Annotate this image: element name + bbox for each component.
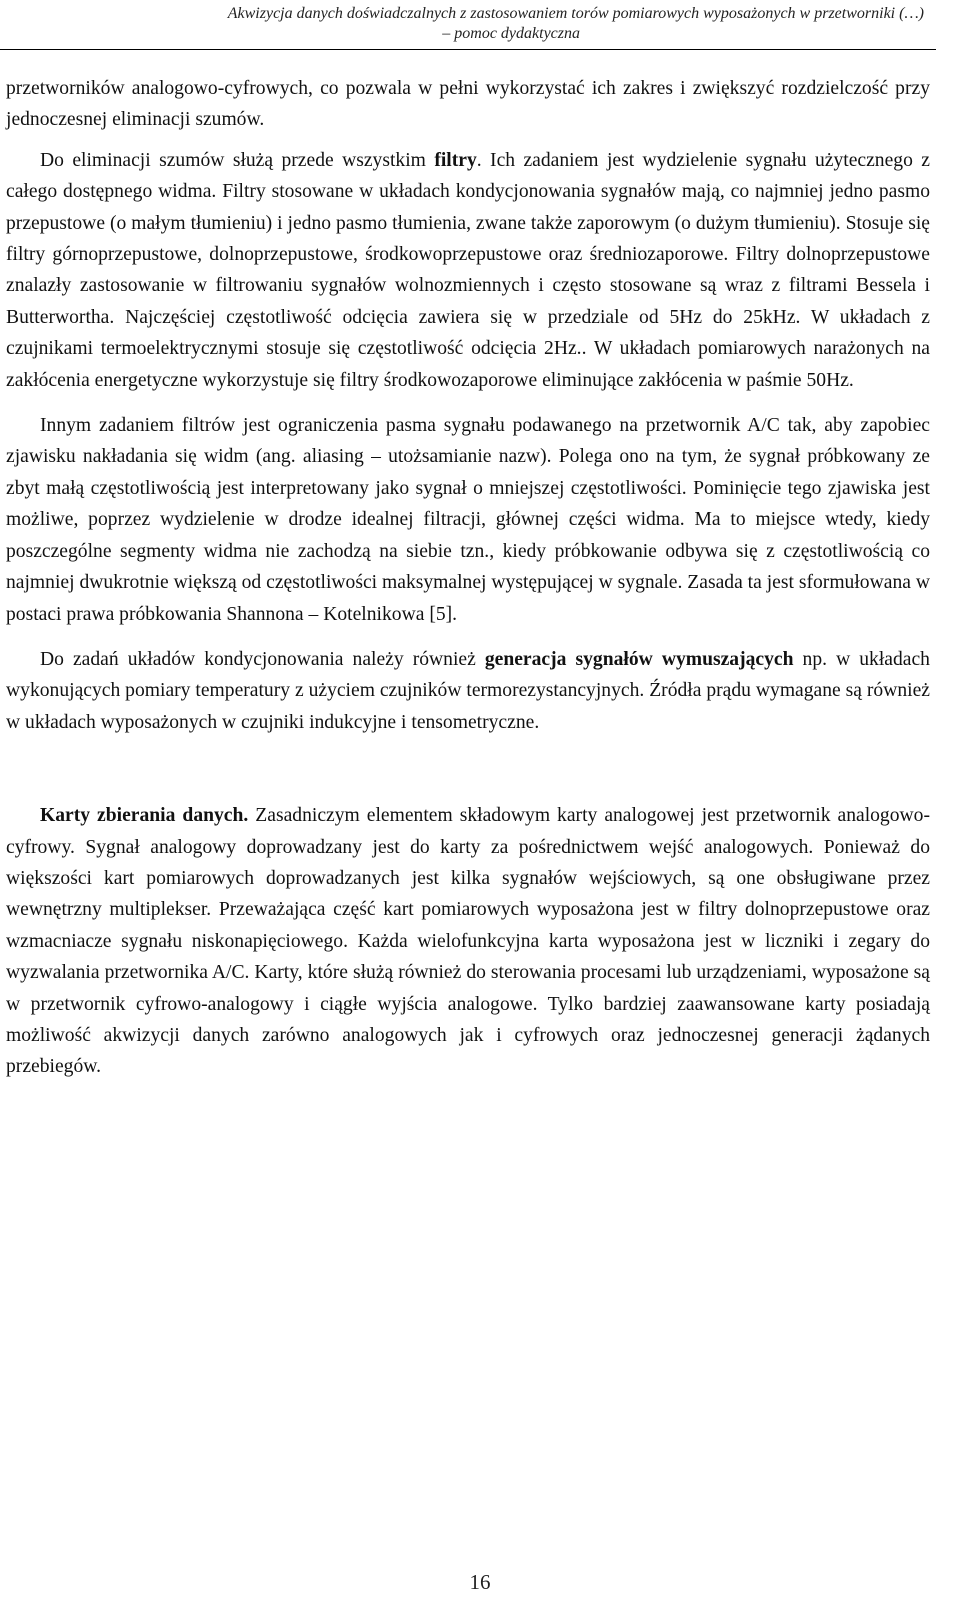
paragraph-text: Innym zadaniem filtrów jest ograniczenia pasma sygnału podawanego na przetwornik A/C tak, aby zapobiec zjawisku nakładania się widm (ang. aliasing – utożsamianie nazw). Polega ono na tym, że sygnał próbkowany ze zbyt małą częstotliwością jest interpretowany jako sygnał o mniejszej częstotliwości. Pominięcie tego zjawiska jest możliwe, poprzez wydzielenie w drodze idealnej filtracji, głównej części widma. Ma to miejsce wtedy, kiedy poszczególne segmenty widma nie zachodzą na siebie tzn., kiedy próbkowanie odbywa się z częstotliwością co najmniej dwukrotnie większą od częstotliwości maksymalnej występującej w sygnale. Zasada ta jest sformułowana w postaci prawa próbkowania Shannona – Kotelnikowa [5]. — [6, 415, 930, 625]
page-number: 16 — [469, 1570, 491, 1594]
bold-term-signal-generation: generacja sygnałów wymuszających — [484, 648, 794, 670]
paragraph-text: np. w układach wykonujących pomiary temperatury z użyciem czujników termorezystancyjnych. Źródła prądu wymagane są również w układach wyposażonych w czujniki indukcyjne i tensometryczne. — [6, 648, 930, 733]
paragraph-text: Do zadań układów kondycjonowania należy również — [40, 648, 485, 670]
running-header — [0, 0, 960, 44]
section-heading-data-cards: Karty zbierania danych. — [40, 805, 249, 827]
document-body — [6, 73, 930, 1083]
header-divider — [0, 49, 936, 50]
paragraph-filters — [6, 145, 930, 396]
paragraph-text: Zasadniczym elementem składowym karty analogowej jest przetwornik analogowo-cyfrowy. Sygnał analogowy doprowadzany jest do karty za pośrednictwem wejść analogowych. Ponieważ do większości kart pomiarowych doprowadzanych jest kilka sygnałów wejściowych, są one obsługiwane przez wewnętrzny multiplekser. Przeważająca część kart pomiarowych wyposażona jest w filtry dolnoprzepustowe oraz wzmacniacze sygnału niskonapięciowego. Każda wielofunkcyjna karta wyposażona jest w liczniki i zegary do wyzwalania przetwornika A/C. Karty, które służą również do sterowania procesami lub urządzeniami, wyposażone są w przetwornik cyfrowo-analogowy i ciągłe wyjścia analogowe. Tylko bardziej zaawansowane karty posiadają możliwość akwizycji danych zarówno analogowych jak i cyfrowych oraz jednoczesnej generacji żądanych przebiegów. — [6, 805, 930, 1078]
paragraph-text: Do eliminacji szumów służą przede wszystkim — [40, 149, 435, 171]
paragraph-data-acquisition-cards — [6, 800, 930, 1083]
header-title-line: Akwizycja danych doświadczalnych z zastosowaniem torów pomiarowych wyposażonych w przetworniki (…) — [227, 5, 924, 22]
paragraph-aliasing — [6, 410, 930, 630]
bold-term-filters: filtry — [434, 149, 477, 171]
paragraph-signal-generation — [6, 644, 930, 738]
paragraph-text: . Ich zadaniem jest wydzielenie sygnału użytecznego z całego dostępnego widma. Filtry stosowane w układach kondycjonowania sygnałów mają, co najmniej jedno pasmo przepustowe (o małym tłumieniu) i jedno pasmo tłumienia, zwane także zaporowym (o dużym tłumieniu). Stosuje się filtry górnoprzepustowe, dolnoprzepustowe, środkowoprzepustowe oraz średniozaporowe. Filtry dolnoprzepustowe znalazły zastosowanie w filtrowaniu sygnałów wolnozmiennych i często stosowane są wraz z filtrami Bessela i Butterwortha. Najczęściej częstotliwość odcięcia zawiera się w przedziale od 5Hz do 25kHz. W układach z czujnikami termoelektrycznymi stosuje się częstotliwość odcięcia 2Hz.. W układach pomiarowych narażonych na zakłócenia energetyczne wykorzystuje się filtry środkowozaporowe eliminujące zakłócenia w paśmie 50Hz. — [6, 149, 930, 391]
header-subtitle-line: – pomoc dydaktyczna — [442, 25, 580, 42]
paragraph-text: przetworników analogowo-cyfrowych, co pozwala w pełni wykorzystać ich zakres i zwiększyć rozdzielczość przy jednoczesnej eliminacji szumów. — [6, 78, 930, 131]
paragraph-continuation — [6, 73, 930, 136]
